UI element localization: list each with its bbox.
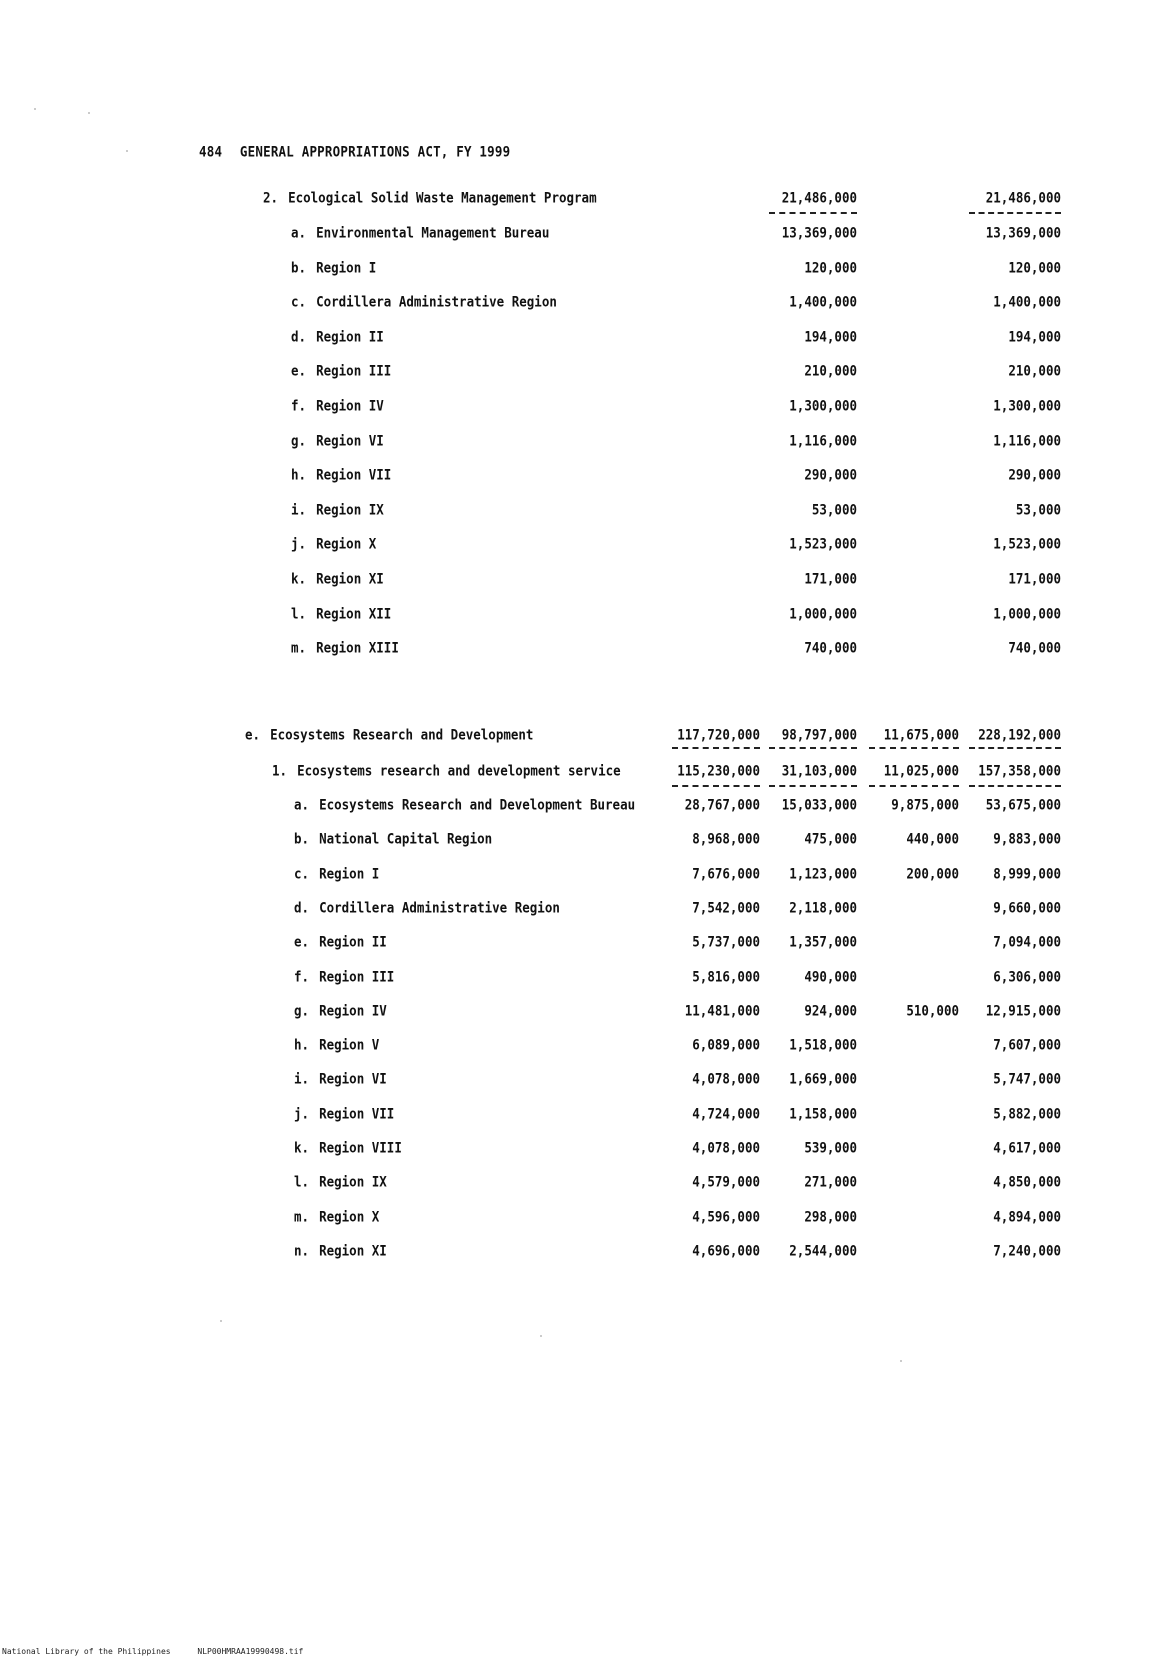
- item-marker: e.: [294, 933, 310, 950]
- item-label: Region I: [319, 864, 380, 882]
- item-col2: 171,000: [804, 570, 857, 587]
- subtotal-rule: [869, 785, 959, 787]
- item-col2: 271,000: [804, 1173, 857, 1191]
- item-marker: c.: [291, 293, 307, 310]
- item-label: Region II: [319, 933, 387, 950]
- subtotal-rule: [969, 212, 1061, 214]
- item-col4: 1,000,000: [993, 604, 1061, 622]
- section-label: Ecosystems Research and Development: [270, 726, 534, 743]
- table-row: [0, 466, 1160, 486]
- item-col1: 4,696,000: [692, 1241, 760, 1259]
- item-col1: 4,724,000: [692, 1104, 760, 1122]
- table-row: [0, 1173, 1160, 1193]
- item-marker: m.: [294, 1207, 310, 1225]
- subtotal-rule: [769, 785, 857, 787]
- item-marker: n.: [294, 1241, 310, 1259]
- table-row: [0, 1242, 1160, 1262]
- item-col4: 4,894,000: [993, 1207, 1061, 1225]
- item-col4: 8,999,000: [993, 864, 1061, 882]
- item-label: Region IV: [319, 1001, 387, 1019]
- section-col1: 117,720,000: [677, 726, 760, 743]
- item-marker: f.: [294, 967, 310, 985]
- page-header: [199, 143, 510, 160]
- item-col2: 290,000: [804, 466, 857, 483]
- scan-speck: [34, 108, 36, 110]
- item-col4: 210,000: [1008, 362, 1061, 380]
- item-col2: 13,369,000: [781, 224, 857, 241]
- item-label: Cordillera Administrative Region: [316, 293, 557, 310]
- table-row: [0, 605, 1160, 625]
- item-col2: 1,669,000: [789, 1070, 857, 1088]
- scan-speck: [126, 150, 128, 152]
- item-col1: 6,089,000: [692, 1036, 760, 1053]
- item-label: Region III: [319, 967, 395, 985]
- item-label: Region VI: [316, 431, 384, 449]
- item-col1: 8,968,000: [692, 830, 760, 848]
- item-marker: j.: [291, 535, 307, 553]
- item-col4: 194,000: [1008, 327, 1061, 345]
- item-col4: 13,369,000: [985, 224, 1061, 241]
- table-row: [0, 1105, 1160, 1125]
- table-row: [0, 933, 1160, 953]
- table-row: [0, 1139, 1160, 1159]
- item-label: Region XI: [316, 570, 384, 587]
- table-row: [0, 328, 1160, 348]
- subtotal-rule: [969, 747, 1061, 749]
- item-col2: 1,400,000: [789, 293, 857, 310]
- item-label: Region IX: [316, 500, 384, 518]
- item-marker: b.: [294, 830, 310, 848]
- subtotal-rule: [969, 785, 1061, 787]
- page-number: 484: [199, 142, 223, 161]
- table-row: [0, 899, 1160, 919]
- item-label: Region X: [316, 535, 377, 553]
- table-row: [0, 570, 1160, 590]
- section-marker: e.: [245, 726, 261, 743]
- program-col2: 21,486,000: [781, 189, 857, 206]
- item-marker: h.: [291, 466, 307, 483]
- table-row: [0, 259, 1160, 279]
- footer-file: NLP00HMRAA19990498.tif: [197, 1647, 304, 1656]
- item-col3: 510,000: [906, 1001, 959, 1019]
- program-marker: 2.: [263, 189, 279, 206]
- item-col2: 194,000: [804, 327, 857, 345]
- item-marker: a.: [294, 796, 310, 813]
- item-col2: 120,000: [804, 258, 857, 276]
- table-row: [0, 1002, 1160, 1022]
- item-col4: 9,660,000: [993, 898, 1061, 916]
- service-label: Ecosystems research and development service: [297, 762, 621, 779]
- subtotal-rule: [769, 212, 857, 214]
- item-col4: 4,850,000: [993, 1173, 1061, 1191]
- section-col2: 98,797,000: [781, 726, 857, 743]
- item-col2: 1,523,000: [789, 535, 857, 553]
- item-label: Region III: [316, 362, 392, 380]
- footer-library: National Library of the Philippines: [2, 1647, 171, 1656]
- item-label: Region IV: [316, 397, 384, 414]
- item-col2: 924,000: [804, 1001, 857, 1019]
- table-row: [0, 865, 1160, 885]
- subtotal-rule: [769, 747, 857, 749]
- item-col1: 4,078,000: [692, 1139, 760, 1156]
- item-col1: 4,078,000: [692, 1070, 760, 1088]
- item-col2: 53,000: [811, 500, 857, 518]
- item-marker: l.: [294, 1173, 310, 1191]
- item-col4: 5,882,000: [993, 1104, 1061, 1122]
- table-row: [0, 362, 1160, 382]
- table-row: [0, 1070, 1160, 1090]
- item-col1: 7,542,000: [692, 898, 760, 916]
- item-col2: 15,033,000: [781, 796, 857, 813]
- item-label: Environmental Management Bureau: [316, 224, 550, 241]
- item-col2: 210,000: [804, 362, 857, 380]
- item-label: Cordillera Administrative Region: [319, 898, 560, 916]
- item-col1: 5,816,000: [692, 967, 760, 985]
- item-col1: 11,481,000: [684, 1001, 760, 1019]
- item-col4: 740,000: [1008, 639, 1061, 656]
- scan-speck: [220, 1320, 222, 1322]
- item-marker: d.: [294, 898, 310, 916]
- table-row: [0, 1036, 1160, 1056]
- item-col4: 6,306,000: [993, 967, 1061, 985]
- item-col4: 1,523,000: [993, 535, 1061, 553]
- service-col1: 115,230,000: [677, 762, 760, 779]
- item-col2: 490,000: [804, 967, 857, 985]
- table-row: [0, 224, 1160, 244]
- item-col1: 7,676,000: [692, 864, 760, 882]
- item-col1: 28,767,000: [684, 796, 760, 813]
- item-col2: 1,116,000: [789, 431, 857, 449]
- service-col3: 11,025,000: [883, 762, 959, 779]
- item-label: Region XI: [319, 1241, 387, 1259]
- item-col4: 4,617,000: [993, 1139, 1061, 1156]
- table-row: [0, 501, 1160, 521]
- item-label: Region I: [316, 258, 377, 276]
- item-marker: d.: [291, 327, 307, 345]
- item-label: Region II: [316, 327, 384, 345]
- item-col4: 7,094,000: [993, 933, 1061, 950]
- subtotal-rule: [672, 747, 760, 749]
- item-marker: g.: [291, 431, 307, 449]
- item-label: National Capital Region: [319, 830, 493, 848]
- item-marker: j.: [294, 1104, 310, 1122]
- program-col4: 21,486,000: [985, 189, 1061, 206]
- item-col2: 1,158,000: [789, 1104, 857, 1122]
- program-row: [0, 189, 1160, 209]
- item-col4: 7,240,000: [993, 1241, 1061, 1259]
- section-col4: 228,192,000: [978, 726, 1061, 743]
- item-col1: 4,596,000: [692, 1207, 760, 1225]
- item-col4: 5,747,000: [993, 1070, 1061, 1088]
- item-col2: 2,544,000: [789, 1241, 857, 1259]
- program-label: Ecological Solid Waste Management Program: [288, 189, 597, 206]
- item-label: Region VII: [319, 1104, 395, 1122]
- item-col4: 7,607,000: [993, 1036, 1061, 1053]
- service-row: [0, 762, 1160, 782]
- item-label: Region V: [319, 1036, 380, 1053]
- item-col3: 9,875,000: [891, 796, 959, 813]
- table-row: [0, 535, 1160, 555]
- item-col4: 171,000: [1008, 570, 1061, 587]
- item-col2: 298,000: [804, 1207, 857, 1225]
- item-col4: 53,675,000: [985, 796, 1061, 813]
- table-row: [0, 968, 1160, 988]
- item-col2: 1,300,000: [789, 397, 857, 414]
- item-col2: 2,118,000: [789, 898, 857, 916]
- item-col4: 9,883,000: [993, 830, 1061, 848]
- table-row: [0, 397, 1160, 417]
- item-marker: i.: [294, 1070, 310, 1088]
- section-row: [0, 726, 1160, 746]
- scan-speck: [540, 1335, 542, 1337]
- table-row: [0, 432, 1160, 452]
- item-marker: k.: [291, 570, 307, 587]
- item-col3: 440,000: [906, 830, 959, 848]
- item-col2: 1,357,000: [789, 933, 857, 950]
- item-label: Region IX: [319, 1173, 387, 1191]
- table-row: [0, 830, 1160, 850]
- item-col4: 12,915,000: [985, 1001, 1061, 1019]
- item-marker: i.: [291, 500, 307, 518]
- service-col2: 31,103,000: [781, 762, 857, 779]
- item-col4: 120,000: [1008, 258, 1061, 276]
- scan-speck: [88, 112, 90, 114]
- table-row: [0, 1208, 1160, 1228]
- item-col4: 290,000: [1008, 466, 1061, 483]
- item-marker: h.: [294, 1036, 310, 1053]
- item-col4: 53,000: [1015, 500, 1061, 518]
- scan-footer: [2, 1647, 325, 1656]
- item-marker: l.: [291, 604, 307, 622]
- item-col2: 475,000: [804, 830, 857, 848]
- item-label: Region XIII: [316, 639, 399, 656]
- item-label: Region XII: [316, 604, 392, 622]
- item-marker: f.: [291, 397, 307, 414]
- item-label: Region VI: [319, 1070, 387, 1088]
- item-col1: 5,737,000: [692, 933, 760, 950]
- item-marker: c.: [294, 864, 310, 882]
- item-label: Region VIII: [319, 1139, 402, 1156]
- item-col2: 1,123,000: [789, 864, 857, 882]
- item-col2: 1,518,000: [789, 1036, 857, 1053]
- item-col4: 1,400,000: [993, 293, 1061, 310]
- item-marker: g.: [294, 1001, 310, 1019]
- item-marker: a.: [291, 224, 307, 241]
- service-col4: 157,358,000: [978, 762, 1061, 779]
- item-col4: 1,116,000: [993, 431, 1061, 449]
- item-col2: 740,000: [804, 639, 857, 656]
- table-row: [0, 796, 1160, 816]
- item-marker: b.: [291, 258, 307, 276]
- item-marker: m.: [291, 639, 307, 656]
- section-col3: 11,675,000: [883, 726, 959, 743]
- item-col4: 1,300,000: [993, 397, 1061, 414]
- item-col1: 4,579,000: [692, 1173, 760, 1191]
- subtotal-rule: [672, 785, 760, 787]
- item-marker: k.: [294, 1139, 310, 1156]
- item-col2: 1,000,000: [789, 604, 857, 622]
- scan-speck: [900, 1360, 902, 1362]
- service-marker: 1.: [272, 762, 288, 779]
- table-row: [0, 639, 1160, 659]
- table-row: [0, 293, 1160, 313]
- subtotal-rule: [869, 747, 959, 749]
- item-col3: 200,000: [906, 864, 959, 882]
- item-label: Ecosystems Research and Development Bureau: [319, 796, 636, 813]
- item-label: Region VII: [316, 466, 392, 483]
- item-col2: 539,000: [804, 1139, 857, 1156]
- item-marker: e.: [291, 362, 307, 380]
- item-label: Region X: [319, 1207, 380, 1225]
- document-title: GENERAL APPROPRIATIONS ACT, FY 1999: [239, 142, 511, 161]
